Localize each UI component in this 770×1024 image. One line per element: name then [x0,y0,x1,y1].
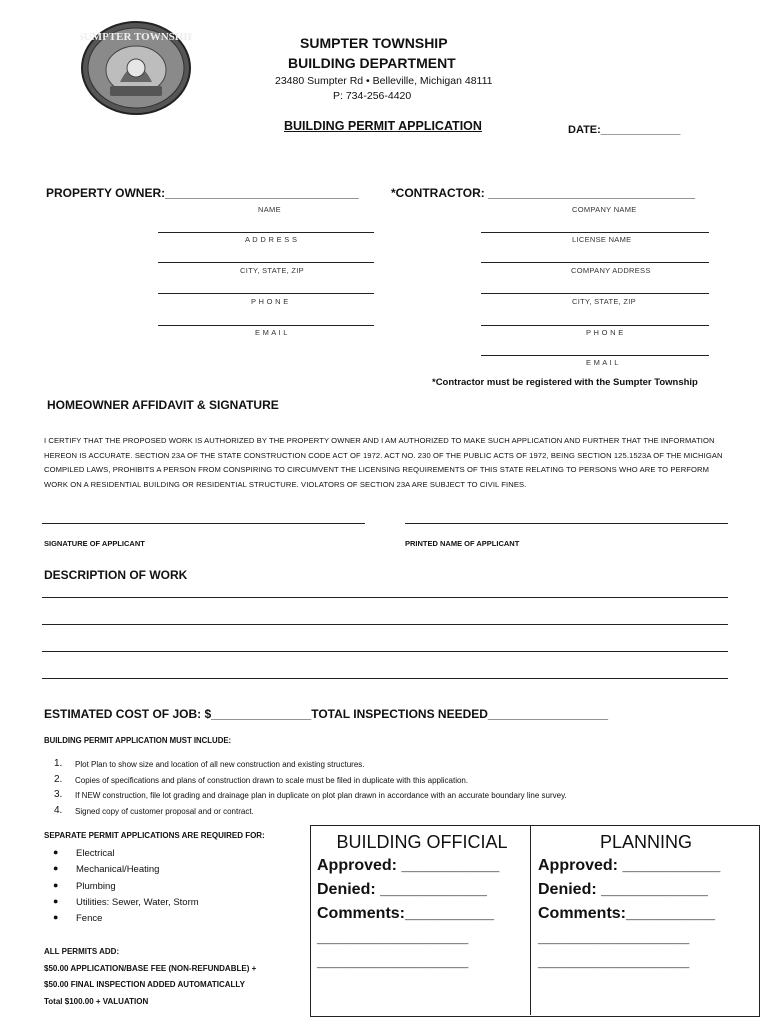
title-line-1: SUMPTER TOWNSHIP [300,35,448,51]
bullet-icon: ● [53,912,59,923]
description-line-3[interactable] [42,651,728,652]
list-item: 2. Copies of specifications and plans of construction drawn to scale must be filed in duplicate with this application. [54,773,469,785]
fees-line-1: ALL PERMITS ADD: [44,947,120,956]
owner-address-caption: A D D R E S S [245,235,298,244]
owner-phone-caption: P H O N E [251,297,289,306]
affidavit-heading: HOMEOWNER AFFIDAVIT & SIGNATURE [47,398,279,412]
building-approved-field[interactable]: Approved: ___________ [317,857,500,874]
planning-heading: PLANNING [599,832,693,852]
planning-approved-field[interactable]: Approved: ___________ [538,857,721,874]
owner-phone-line[interactable] [158,293,374,294]
cost-and-inspections-field[interactable]: ESTIMATED COST OF JOB: $_______________TOTAL INSPECTIONS NEEDED__________________ [44,707,609,721]
company-name-caption: COMPANY NAME [572,205,637,214]
license-name-caption: LICENSE NAME [572,235,632,244]
svg-text:SUMPTER TOWNSHIP: SUMPTER TOWNSHIP [80,31,192,43]
planning-comments-line-2[interactable]: _________________ [538,953,690,970]
building-comments-line-1[interactable]: _________________ [317,929,469,946]
property-owner-field[interactable]: PROPERTY OWNER:_____________________________ [46,186,359,200]
contractor-email-caption: E M A I L [586,358,619,367]
contractor-city-line[interactable] [481,293,709,294]
department-title [288,33,456,73]
printed-name-caption: PRINTED NAME OF APPLICANT [405,539,520,548]
fees-line-4: Total $100.00 + VALUATION [44,996,149,1006]
form-title: BUILDING PERMIT APPLICATION [284,119,482,133]
fees-line-3: $50.00 FINAL INSPECTION ADDED AUTOMATICALLY [44,980,245,989]
signature-caption: SIGNATURE OF APPLICANT [44,539,145,548]
title-line-2: BUILDING DEPARTMENT [288,55,456,71]
bullet-icon: ● [53,847,59,857]
printed-name-line[interactable] [405,523,728,524]
department-address: 23480 Sumpter Rd • Belleville, Michigan 48111 [275,75,493,87]
owner-email-caption: E M A I L [255,328,288,337]
owner-email-line[interactable] [158,325,374,326]
building-official-column [317,830,527,974]
contractor-city-caption: CITY, STATE, ZIP [572,297,636,306]
bullet-icon: ● [53,863,59,874]
description-line-1[interactable] [42,597,728,598]
fees-section [44,944,256,1010]
description-line-4[interactable] [42,678,728,679]
list-item: ● Plumbing [53,879,116,892]
building-official-heading: BUILDING OFFICIAL [336,832,508,852]
list-item: ● Electrical [53,847,115,859]
list-item: 1. Plot Plan to show size and location of all new construction and existing structures. [54,758,365,769]
list-item: 4. Signed copy of customer proposal and or contract. [54,804,254,816]
owner-city-caption: CITY, STATE, ZIP [240,266,304,275]
building-comments-field[interactable]: Comments:__________ [317,905,494,922]
official-box-divider [530,825,531,1015]
list-item: ● Mechanical/Heating [53,863,160,876]
company-address-caption: COMPANY ADDRESS [571,266,651,275]
affidavit-text: I CERTIFY THAT THE PROPOSED WORK IS AUTHORIZED BY THE PROPERTY OWNER AND I AM AUTHORIZED TO MAKE SUCH APPLICATION AND FURTHER THAT THE INFORMATION HEREON IS ACCURATE. SECTION 23A OF THE STATE CONSTRUCTION CODE ACT OF 1972. ACT NO. 230 OF THE PUBLIC ACTS OF 1972, BEING SECTION 125.1523A OF THE MICHIGAN COMPILED LAWS, PROHIBITS A PERSON FROM CONSPIRING TO CIRCUMVENT THE LICENSING REQUIREMENTS OF THIS STATE RELATING TO PERSONS WHO ARE TO PERFORM WORK ON A RESIDENTIAL BUILDING OR RESIDENTIAL STRUCTURE. VIOLATORS OF SECTION 23A ARE SUBJECT TO CIVIL FINES. [44,436,723,489]
fees-line-2: $50.00 APPLICATION/BASE FEE (NON-REFUNDABLE) + [44,963,257,973]
contractor-phone-caption: P H O N E [586,328,624,337]
department-phone: P: 734-256-4420 [333,90,412,102]
contractor-email-line[interactable] [481,355,709,356]
owner-address-line[interactable] [158,232,374,233]
date-field[interactable]: DATE:_____________ [568,124,681,136]
planning-denied-field[interactable]: Denied: ____________ [538,881,708,898]
bullet-icon: ● [53,879,59,890]
list-item: 3. If NEW construction, file lot grading and drainage plan in duplicate on plot plan drawn in accordance with an accurate boundary line survey. [54,789,567,800]
owner-name-caption: NAME [258,205,281,214]
company-address-line[interactable] [481,262,709,263]
separate-permits-heading: SEPARATE PERMIT APPLICATIONS ARE REQUIRED FOR: [44,831,265,840]
planning-column [538,830,754,974]
requirements-list [44,760,734,822]
planning-comments-field[interactable]: Comments:__________ [538,905,715,922]
separate-permits-list [44,848,304,929]
license-name-line[interactable] [481,232,709,233]
owner-city-line[interactable] [158,262,374,263]
building-denied-field[interactable]: Denied: ____________ [317,881,487,898]
bullet-icon: ● [53,895,59,906]
signature-line[interactable] [42,523,365,524]
planning-comments-line-1[interactable]: _________________ [538,929,690,946]
township-seal-logo [80,20,192,116]
contractor-registration-note: *Contractor must be registered with the Sumpter Township [432,377,698,388]
description-heading: DESCRIPTION OF WORK [44,568,188,582]
list-item: ● Utilities: Sewer, Water, Storm [53,895,199,908]
description-line-2[interactable] [42,624,728,625]
includes-heading: BUILDING PERMIT APPLICATION MUST INCLUDE: [44,736,232,745]
contractor-phone-line[interactable] [481,325,709,326]
building-comments-line-2[interactable]: _________________ [317,953,469,970]
contractor-field[interactable]: *CONTRACTOR: _______________________________ [391,186,695,200]
list-item: ● Fence [53,912,103,925]
